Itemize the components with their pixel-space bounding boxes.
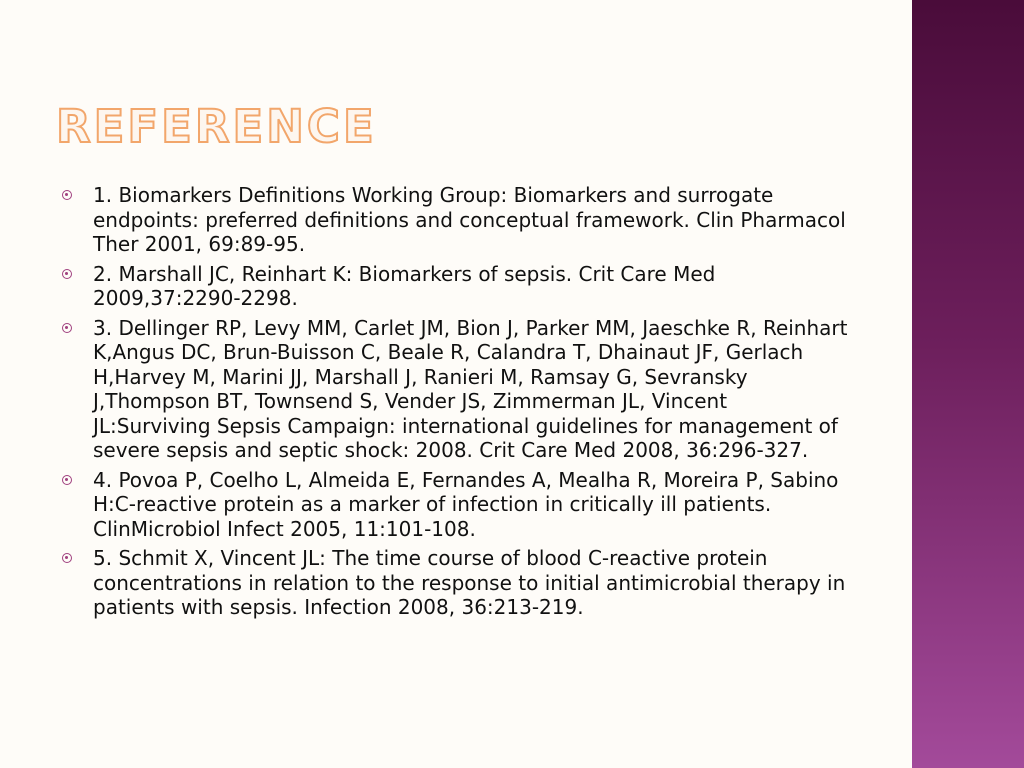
reference-text: 2. Marshall JC, Reinhart K: Biomarkers of sepsis. Crit Care Med 2009,37:2290-2298. (93, 261, 716, 310)
circled-dot-bullet-icon (62, 553, 72, 563)
reference-text: 1. Biomarkers Definitions Working Group: Biomarkers and surrogate endpoints: preferred definitions and conceptual framework. Clin Pharmacol Ther 2001, 69:89-95. (93, 183, 846, 256)
decorative-side-bar (912, 0, 1024, 768)
reference-list (60, 183, 850, 625)
reference-text: 3. Dellinger RP, Levy MM, Carlet JM, Bion J, Parker MM, Jaeschke R, Reinhart K,Angus DC, Brun-Buisson C, Beale R, Calandra T, Dhainaut JF, Gerlach H,Harvey M, Marini JJ, Marshall J, Ranieri M, Ramsay G, Sevransky J,Thompson BT, Townsend S, Vender JS, Zimmerman JL, Vincent JL:Surviving Sepsis Campaign: international guidelines for management of severe sepsis and septic shock: 2008. Crit Care Med 2008, 36:296-327. (93, 315, 848, 462)
circled-dot-bullet-icon (62, 269, 72, 279)
circled-dot-bullet-icon (62, 190, 72, 200)
circled-dot-bullet-icon (62, 475, 72, 485)
circled-dot-bullet-icon (62, 323, 72, 333)
reference-item-3 (60, 316, 850, 463)
reference-item-5 (60, 546, 850, 620)
reference-item-1 (60, 183, 850, 257)
reference-item-4 (60, 468, 850, 542)
reference-text: 4. Povoa P, Coelho L, Almeida E, Fernandes A, Mealha R, Moreira P, Sabino H:C-reactive protein as a marker of infection in critically ill patients. ClinMicrobiol Infect 2005, 11:101-108. (93, 467, 839, 541)
slide-title: REFERENCE (56, 100, 377, 153)
reference-item-2 (60, 262, 850, 311)
reference-text: 5. Schmit X, Vincent JL: The time course of blood C-reactive protein concentrations in relation to the response to initial antimicrobial therapy in patients with sepsis. Infection 2008, 36:213-219. (93, 546, 846, 619)
